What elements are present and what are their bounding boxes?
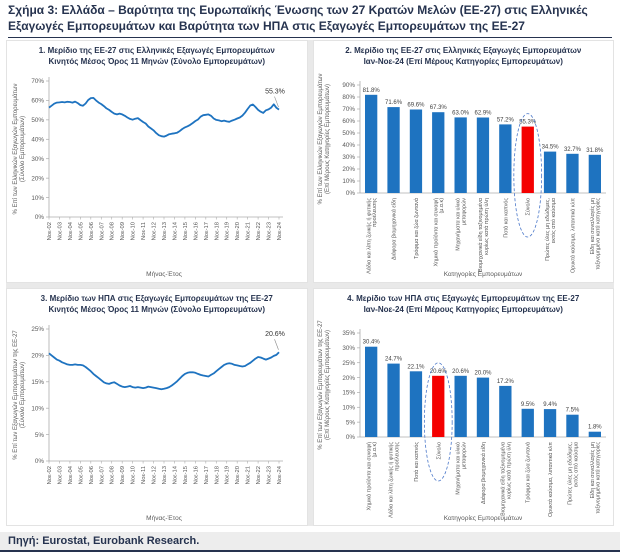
svg-text:Πρώτες ύλες μη εδώδιμες,: Πρώτες ύλες μη εδώδιμες, [567, 441, 574, 505]
svg-text:Νοε-09: Νοε-09 [119, 465, 126, 484]
svg-text:50%: 50% [31, 116, 44, 124]
svg-text:Νοε-03: Νοε-03 [57, 221, 64, 240]
svg-text:Νοε-04: Νοε-04 [67, 221, 74, 240]
svg-text:70%: 70% [31, 77, 44, 85]
svg-text:55.3%: 55.3% [264, 88, 285, 96]
svg-text:Νοε-14: Νοε-14 [172, 221, 179, 240]
svg-text:60%: 60% [31, 97, 44, 105]
svg-text:67.3%: 67.3% [429, 104, 447, 111]
chart-2-title-line1: 2. Μερίδιο της ΕΕ-27 στις Ελληνικές Εξαγωγές Εμπορευμάτων [345, 46, 582, 55]
svg-text:57.2%: 57.2% [496, 116, 514, 123]
svg-text:Νοε-07: Νοε-07 [99, 221, 106, 240]
chart-4-title [318, 294, 610, 316]
svg-text:69.6%: 69.6% [406, 102, 424, 109]
svg-text:Μήνας-Έτος: Μήνας-Έτος [145, 270, 182, 278]
svg-text:Νοε-16: Νοε-16 [193, 221, 200, 240]
svg-text:Νοε-19: Νοε-19 [224, 221, 231, 240]
svg-text:% Επί των Ελληνικών Εξαγωγών Ε: % Επί των Ελληνικών Εξαγωγών Εμπορευμάτων [12, 83, 19, 215]
svg-text:Είδη και συναλλαγές μη: Είδη και συναλλαγές μη [589, 197, 596, 255]
svg-text:Νοε-18: Νοε-18 [214, 221, 221, 240]
svg-text:κυρίως κατά πρώτη ύλη: κυρίως κατά πρώτη ύλη [505, 441, 512, 499]
svg-text:50%: 50% [341, 129, 355, 137]
svg-text:Βιομηχανικά είδη ταξινομημένα: Βιομηχανικά είδη ταξινομημένα [499, 441, 506, 516]
svg-text:30%: 30% [31, 155, 44, 163]
chart-3-title-line2: Κινητός Μέσος Όρος 11 Μηνών (Σύνολο Εμπορευμάτων) [48, 304, 265, 314]
svg-text:5%: 5% [345, 418, 355, 426]
svg-text:Νοε-09: Νοε-09 [119, 221, 126, 240]
svg-text:Μήνας-Έτος: Μήνας-Έτος [145, 514, 182, 522]
svg-text:70%: 70% [341, 105, 355, 113]
svg-text:40%: 40% [31, 136, 44, 144]
chart-3-title-line1: 3. Μερίδιο των ΗΠΑ στις Εξαγωγές Εμπορευμάτων της ΕΕ-27 [40, 294, 273, 303]
svg-text:Νοε-22: Νοε-22 [255, 221, 262, 240]
svg-text:Νοε-06: Νοε-06 [88, 221, 95, 240]
svg-text:9.5%: 9.5% [520, 401, 535, 408]
svg-text:Χημικά προϊόντα και συναφή: Χημικά προϊόντα και συναφή [365, 441, 372, 511]
svg-text:Τρόφιμα και ζώα ζωντανά: Τρόφιμα και ζώα ζωντανά [525, 441, 532, 503]
svg-text:10%: 10% [341, 177, 355, 185]
svg-text:10%: 10% [31, 404, 44, 412]
svg-text:Μηχανήματα και υλικό: Μηχανήματα και υλικό [455, 197, 462, 251]
svg-text:1.8%: 1.8% [587, 424, 602, 431]
svg-text:Νοε-15: Νοε-15 [182, 221, 189, 240]
svg-text:34.5%: 34.5% [541, 144, 559, 151]
svg-text:Νοε-04: Νοε-04 [67, 465, 74, 484]
svg-text:Νοε-08: Νοε-08 [109, 465, 116, 484]
svg-text:% Επί των Ελληνικών Εξαγωγών Ε: % Επί των Ελληνικών Εξαγωγών Εμπορευμάτων [317, 73, 324, 205]
svg-text:εκτός από καύσιμα: εκτός από καύσιμα [572, 441, 579, 487]
panel-chart-3 [6, 288, 308, 526]
svg-text:20%: 20% [341, 165, 355, 173]
svg-text:0%: 0% [345, 433, 355, 441]
svg-text:20.6%: 20.6% [264, 330, 285, 338]
svg-text:μεταφορών: μεταφορών [461, 441, 468, 469]
svg-text:Κατηγορίες Εμπορευμάτων: Κατηγορίες Εμπορευμάτων [443, 514, 522, 522]
chart-1-canvas [9, 69, 305, 279]
chart-4-title-line1: 4. Μερίδιο των ΗΠΑ στις Εξαγωγές Εμπορευμάτων της ΕΕ-27 [347, 294, 580, 303]
svg-text:0%: 0% [345, 189, 355, 197]
chart-1-title-line2: Κινητός Μέσος Όρος 11 Μηνών (Σύνολο Εμπορευμάτων) [48, 56, 265, 66]
panel-chart-1 [6, 40, 308, 283]
svg-text:20%: 20% [31, 352, 44, 360]
svg-text:22.1%: 22.1% [406, 363, 424, 370]
svg-text:20.6%: 20.6% [429, 368, 447, 375]
chart-4-title-line2: Ιαν-Νοε-24 (Επί Μέρους Κατηγορίες Εμπορευμάτων) [363, 304, 563, 314]
svg-text:Ποτά και καπνός: Ποτά και καπνός [413, 441, 420, 482]
svg-text:Νοε-05: Νοε-05 [78, 221, 85, 240]
svg-text:% Επί των Εξαγωγών Εμπορευμάτω: % Επί των Εξαγωγών Εμπορευμάτων της ΕΕ-27 [12, 329, 19, 460]
svg-text:(Σύνολο Εμπορευμάτων): (Σύνολο Εμπορευμάτων) [19, 115, 26, 182]
svg-text:10%: 10% [341, 404, 355, 412]
svg-text:80%: 80% [341, 93, 355, 101]
svg-text:90%: 90% [341, 81, 355, 89]
svg-text:Νοε-20: Νοε-20 [234, 465, 241, 484]
svg-text:25%: 25% [341, 359, 355, 367]
svg-text:(Σύνολο Εμπορευμάτων): (Σύνολο Εμπορευμάτων) [19, 361, 26, 428]
chart-2-title [318, 46, 610, 68]
svg-text:Πρώτες ύλες μη εδώδιμες,: Πρώτες ύλες μη εδώδιμες, [544, 197, 551, 261]
svg-text:63.0%: 63.0% [451, 109, 469, 116]
svg-text:15%: 15% [31, 378, 44, 386]
svg-text:Νοε-20: Νοε-20 [234, 221, 241, 240]
svg-text:Ποτά και καπνός: Ποτά και καπνός [502, 197, 509, 238]
svg-text:40%: 40% [341, 141, 355, 149]
svg-text:5%: 5% [34, 431, 44, 439]
svg-text:Σύνολο: Σύνολο [525, 197, 532, 216]
chart-3-title [11, 294, 303, 316]
svg-text:Νοε-24: Νοε-24 [276, 465, 283, 484]
svg-text:Νοε-16: Νοε-16 [193, 465, 200, 484]
svg-text:55.3%: 55.3% [518, 119, 536, 126]
svg-text:30%: 30% [341, 153, 355, 161]
svg-text:Ορυκτά καύσιμα, λιπαντικά κλπ: Ορυκτά καύσιμα, λιπαντικά κλπ [547, 441, 554, 517]
svg-text:Νοε-06: Νοε-06 [88, 465, 95, 484]
svg-text:% Επί των Εξαγωγών Εμπορευμάτω: % Επί των Εξαγωγών Εμπορευμάτων της ΕΕ-27 [317, 319, 324, 450]
svg-text:10%: 10% [31, 194, 44, 202]
svg-text:Νοε-10: Νοε-10 [130, 465, 137, 484]
chart-2-title-line2: Ιαν-Νοε-24 (Επί Μέρους Κατηγορίες Εμπορευμάτων) [363, 56, 563, 66]
figure-title: Σχήμα 3: Ελλάδα – Βαρύτητα της Ευρωπαϊκής Ένωσης των 27 Κρατών Μελών (ΕΕ-27) στις Ελληνικές Εξαγωγές Εμπορευμάτων και Βαρύτητα των ΗΠΑ στις Εξαγωγές Εμπορευμάτων της ΕΕ-27 [8, 3, 612, 38]
svg-text:30%: 30% [341, 344, 355, 352]
svg-text:0%: 0% [34, 213, 44, 221]
svg-text:Νοε-21: Νοε-21 [245, 221, 252, 240]
svg-text:60%: 60% [341, 117, 355, 125]
svg-text:Νοε-05: Νοε-05 [78, 465, 85, 484]
svg-text:(μ.α.κ): (μ.α.κ) [438, 197, 445, 214]
svg-text:Νοε-02: Νοε-02 [46, 465, 53, 484]
svg-text:20.0%: 20.0% [473, 370, 492, 377]
svg-text:20%: 20% [31, 174, 44, 182]
svg-text:Νοε-07: Νοε-07 [99, 465, 106, 484]
svg-text:Νοε-19: Νοε-19 [224, 465, 231, 484]
svg-text:προέλευσης: προέλευσης [371, 197, 378, 227]
svg-text:Διάφορα βιομηχανικά είδη: Διάφορα βιομηχανικά είδη [480, 441, 487, 504]
svg-text:Νοε-18: Νοε-18 [214, 465, 221, 484]
svg-text:κυρίως κατά πρώτη ύλη: κυρίως κατά πρώτη ύλη [483, 197, 490, 255]
svg-text:Νοε-10: Νοε-10 [130, 221, 137, 240]
svg-text:25%: 25% [31, 325, 44, 333]
svg-text:Νοε-23: Νοε-23 [266, 465, 273, 484]
svg-text:Νοε-22: Νοε-22 [255, 465, 262, 484]
chart-4-canvas [314, 317, 614, 523]
svg-text:Είδη και συναλλαγές μη: Είδη και συναλλαγές μη [589, 441, 596, 499]
svg-text:Διάφορα βιομηχανικά είδη: Διάφορα βιομηχανικά είδη [391, 197, 398, 260]
svg-text:(μ.α.κ): (μ.α.κ) [371, 441, 378, 458]
svg-text:Νοε-17: Νοε-17 [203, 221, 210, 240]
svg-text:(Επί Μέρους Κατηγορίες Εμπορευ: (Επί Μέρους Κατηγορίες Εμπορευμάτων) [324, 329, 331, 440]
svg-text:(Επί Μέρους Κατηγορίες Εμπορευ: (Επί Μέρους Κατηγορίες Εμπορευμάτων) [324, 83, 331, 194]
chart-3-canvas [9, 317, 305, 523]
svg-text:71.6%: 71.6% [384, 99, 402, 106]
svg-text:Νοε-21: Νοε-21 [245, 465, 252, 484]
svg-text:31.8%: 31.8% [585, 147, 603, 154]
svg-text:Νοε-08: Νοε-08 [109, 221, 116, 240]
svg-text:ταξινομημένα κατά κατηγορίες: ταξινομημένα κατά κατηγορίες [595, 197, 602, 270]
svg-text:Νοε-17: Νοε-17 [203, 465, 210, 484]
svg-text:Ορυκτά καύσιμα, λιπαντικά κλπ: Ορυκτά καύσιμα, λιπαντικά κλπ [569, 197, 576, 273]
svg-text:Νοε-03: Νοε-03 [57, 465, 64, 484]
charts-grid [6, 40, 614, 526]
svg-text:προέλευσης: προέλευσης [393, 441, 400, 471]
svg-text:81.8%: 81.8% [362, 87, 380, 94]
svg-text:Νοε-13: Νοε-13 [161, 221, 168, 240]
svg-text:17.2%: 17.2% [496, 378, 514, 385]
svg-text:15%: 15% [341, 389, 355, 397]
svg-text:Μηχανήματα και υλικό: Μηχανήματα και υλικό [455, 441, 462, 495]
svg-text:Νοε-23: Νοε-23 [266, 221, 273, 240]
svg-text:Σύνολο: Σύνολο [435, 441, 442, 460]
svg-text:Νοε-14: Νοε-14 [172, 465, 179, 484]
svg-text:Τρόφιμα και ζώα ζωντανά: Τρόφιμα και ζώα ζωντανά [413, 197, 420, 259]
panel-chart-2 [313, 40, 615, 283]
svg-text:Κατηγορίες Εμπορευμάτων: Κατηγορίες Εμπορευμάτων [443, 270, 522, 278]
svg-text:Νοε-15: Νοε-15 [182, 465, 189, 484]
svg-text:Βιομηχανικά είδη ταξινομημένα: Βιομηχανικά είδη ταξινομημένα [477, 197, 484, 272]
svg-text:μεταφορών: μεταφορών [461, 197, 468, 225]
svg-text:35%: 35% [341, 329, 355, 337]
svg-text:Λάδια και λίπη ζωικής ή φυτική: Λάδια και λίπη ζωικής ή φυτικής [365, 197, 372, 274]
svg-text:20%: 20% [341, 374, 355, 382]
svg-text:Νοε-13: Νοε-13 [161, 465, 168, 484]
chart-2-canvas [314, 69, 614, 279]
svg-text:Νοε-12: Νοε-12 [151, 221, 158, 240]
svg-text:30.4%: 30.4% [362, 339, 380, 346]
svg-text:Χημικά προϊόντα και συναφή: Χημικά προϊόντα και συναφή [432, 197, 439, 267]
svg-text:Νοε-02: Νοε-02 [46, 221, 53, 240]
svg-text:24.7%: 24.7% [384, 356, 402, 363]
source-note: Πηγή: Eurostat, Eurobank Research. [0, 532, 620, 552]
svg-text:9.4%: 9.4% [542, 401, 557, 408]
svg-text:Νοε-11: Νοε-11 [140, 221, 147, 240]
svg-text:Νοε-12: Νοε-12 [151, 465, 158, 484]
svg-text:20.6%: 20.6% [451, 368, 469, 375]
svg-text:ταξινομημένα κατά κατηγορίες: ταξινομημένα κατά κατηγορίες [595, 441, 602, 514]
svg-text:0%: 0% [34, 457, 44, 465]
svg-text:Λάδια και λίπη ζωικής ή φυτική: Λάδια και λίπη ζωικής ή φυτικής [388, 441, 395, 518]
svg-text:εκτός από καύσιμα: εκτός από καύσιμα [550, 197, 557, 243]
svg-text:7.5%: 7.5% [565, 407, 579, 414]
svg-text:32.7%: 32.7% [563, 146, 581, 153]
chart-1-title-line1: 1. Μερίδιο της ΕΕ-27 στις Ελληνικές Εξαγωγές Εμπορευμάτων [38, 46, 275, 55]
svg-text:Νοε-11: Νοε-11 [140, 465, 147, 484]
svg-text:62.9%: 62.9% [473, 110, 492, 117]
panel-chart-4 [313, 288, 615, 526]
svg-text:Νοε-24: Νοε-24 [276, 221, 283, 240]
chart-1-title [11, 46, 303, 68]
